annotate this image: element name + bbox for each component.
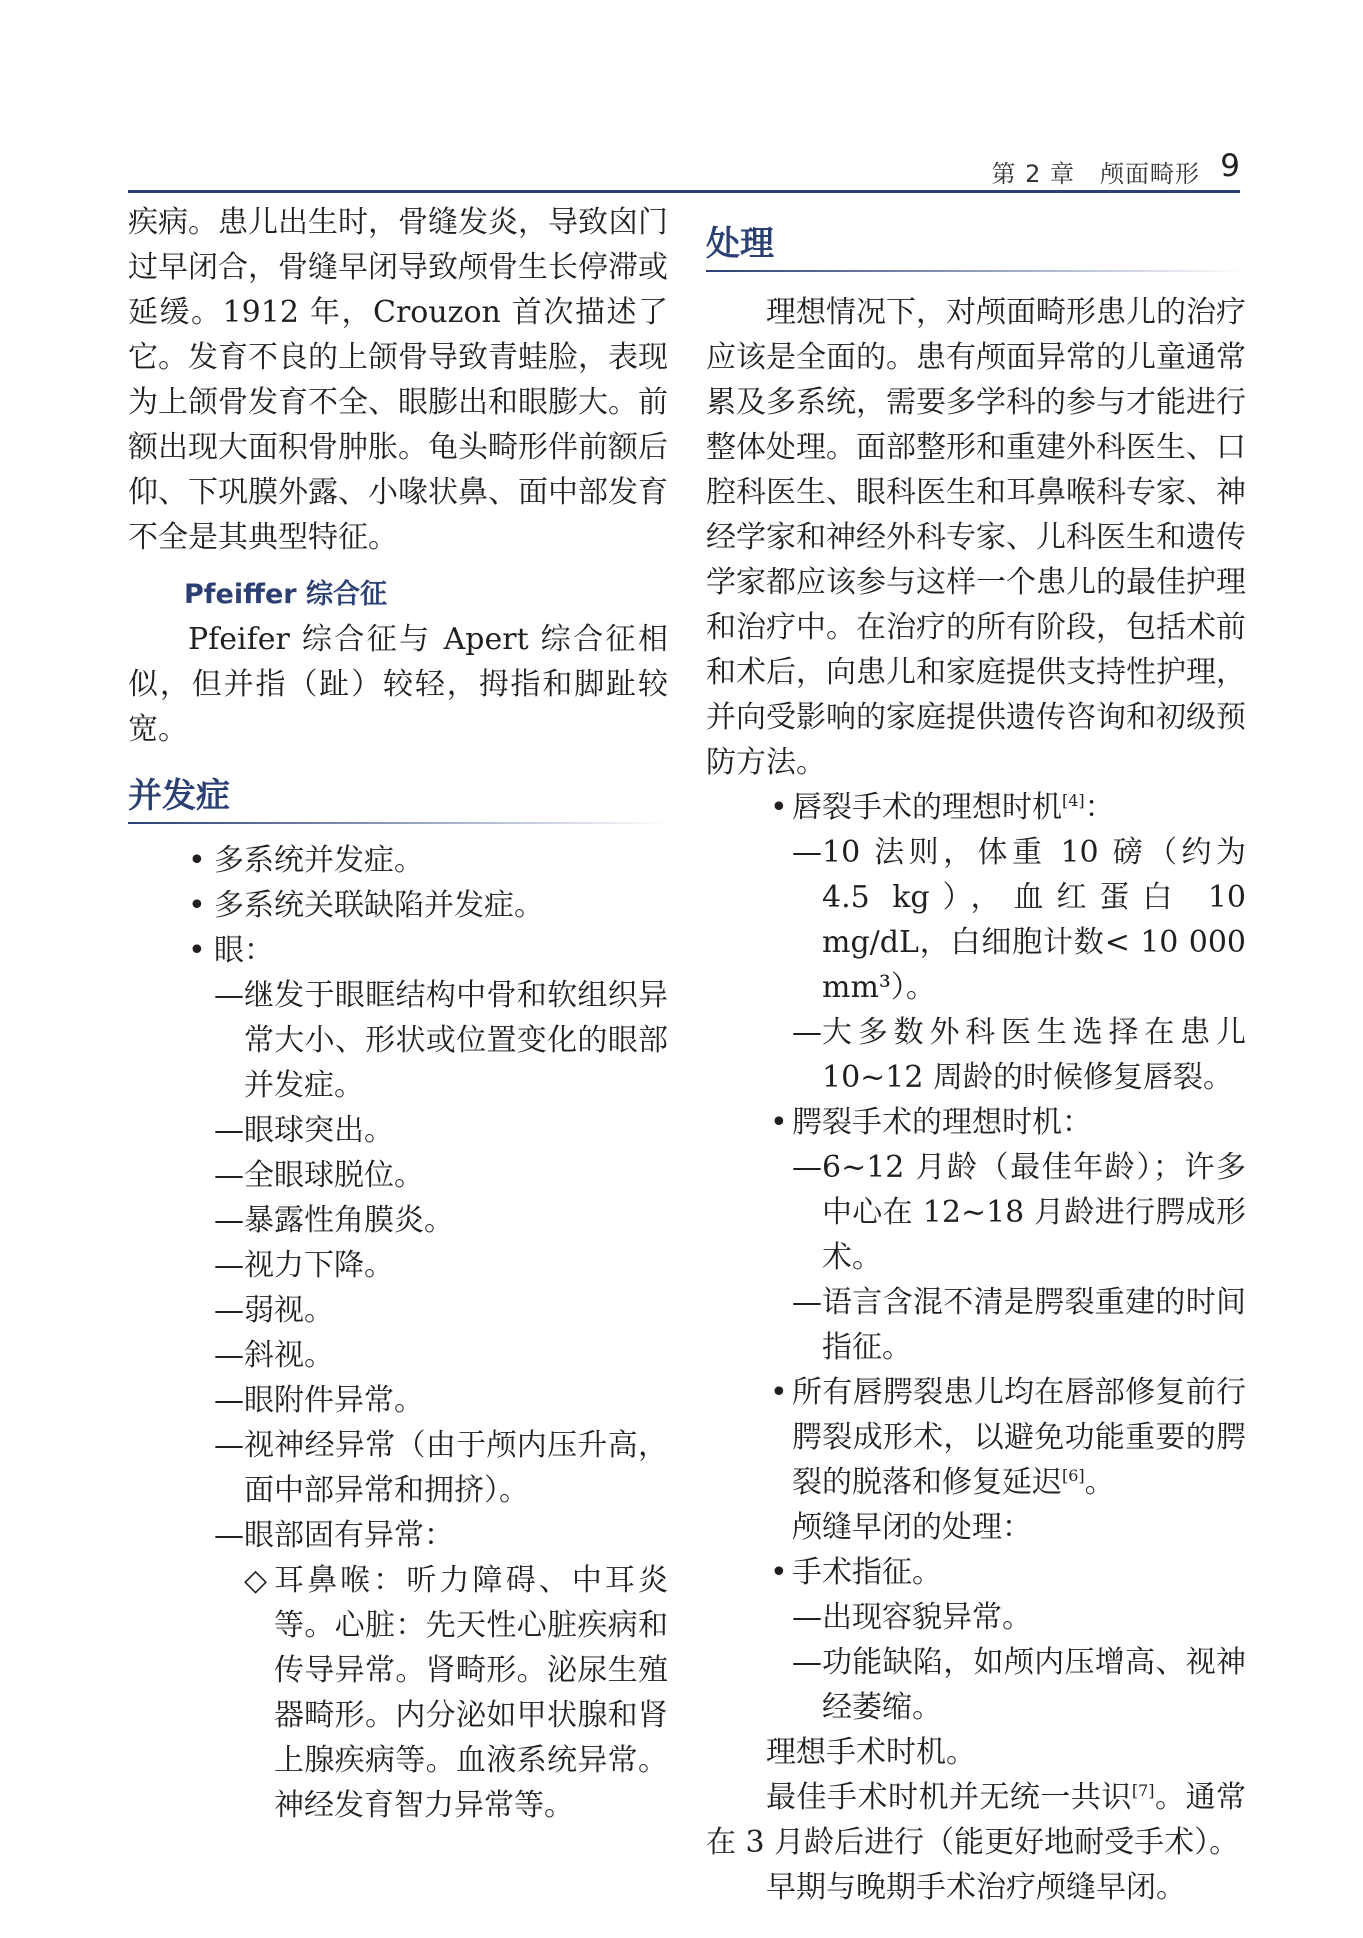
dash-icon: — [214, 1518, 244, 1553]
sub-list-item [706, 1595, 1246, 1640]
dash-icon: — [214, 1248, 244, 1283]
sub-list-item-text: 眼附件异常。 [244, 1383, 424, 1418]
sub-list-item [128, 973, 668, 1108]
complications-heading-text: 并发症 [128, 776, 230, 816]
sub-list-item-text: 视力下降。 [244, 1248, 394, 1283]
sub-list-item-text: 视神经异常（由于颅内压升高，面中部异常和拥挤）。 [244, 1428, 668, 1508]
treatment-paragraph: 理想情况下，对颅面畸形患儿的治疗应该是全面的。患有颅面异常的儿童通常累及多系统，需要多学科的参与才能进行整体处理。面部整形和重建外科医生、口腔科医生、眼科医生和耳鼻喉科专家、神经学家和神经外科专家、儿科医生和遗传学家都应该参与这样一个患儿的最佳护理和治疗中。在治疗的所有阶段，包括术前和术后，向患儿和家庭提供支持性护理，并向受影响的家庭提供遗传咨询和初级预防方法。 [706, 295, 1246, 780]
chapter-title: 第 2 章 颅面畸形 [991, 160, 1200, 188]
list-item-text: 所有唇腭裂患儿均在唇部修复前行腭裂成形术，以避免功能重要的腭裂的脱落和修复延迟 [792, 1375, 1246, 1500]
bullet-icon: • [770, 790, 788, 825]
heading-rule [706, 270, 1246, 272]
list-item-text: 手术指征。 [792, 1555, 942, 1590]
list-item [128, 883, 668, 928]
sub-list-item [128, 1288, 668, 1333]
sub-list-item [128, 1153, 668, 1198]
list-item [706, 1100, 1246, 1145]
dash-icon: — [214, 1428, 244, 1463]
treatment-heading [706, 200, 1246, 272]
dash-icon: — [792, 1645, 822, 1680]
sub-list-item-text: 全眼球脱位。 [244, 1158, 424, 1193]
sub-list-item-text: 大多数外科医生选择在患儿 10~12 周龄的时候修复唇裂。 [822, 1015, 1246, 1095]
sub-list-item [128, 1423, 668, 1513]
sub-list-item [128, 1108, 668, 1153]
reference-marker: [4] [1062, 791, 1085, 810]
dash-icon: — [792, 835, 822, 870]
sub-list-item-text: 功能缺陷，如颅内压增高、视神经萎缩。 [822, 1645, 1246, 1725]
sub-list-item-text: 眼球突出。 [244, 1113, 394, 1148]
bullet-icon: • [188, 888, 206, 923]
list-item [706, 785, 1246, 830]
early-late-text: 早期与晚期手术治疗颅缝早闭。 [766, 1870, 1186, 1905]
sub-list-item [128, 1243, 668, 1288]
dash-icon: — [792, 1285, 822, 1320]
dash-icon: — [214, 1293, 244, 1328]
sub-list-item [128, 1513, 668, 1558]
heading-rule [128, 822, 668, 824]
bullet-icon: • [770, 1375, 788, 1410]
diamond-icon: ◇ [244, 1563, 268, 1598]
list-item-text: 多系统并发症。 [214, 843, 424, 878]
sub-list-item-text: 10 法则，体重 10 磅（约为 4.5 kg），血红蛋白 10 mg/dL，白细胞计数< 10 000 mm³）。 [822, 835, 1246, 1005]
sub-list-item [128, 1333, 668, 1378]
sub-list-item-text: 6~12 月龄（最佳年龄）；许多中心在 12~18 月龄进行腭成形术。 [822, 1150, 1246, 1275]
best-time-paragraph [706, 1775, 1246, 1865]
pfeiffer-heading: Pfeiffer 综合征 [184, 579, 388, 610]
sub-list-item [706, 1640, 1246, 1730]
treatment-heading-text: 处理 [706, 224, 774, 264]
list-item-text: 眼： [214, 933, 274, 968]
best-time-text: 最佳手术时机并无统一共识 [766, 1780, 1132, 1815]
sub-list-item-text: 语言含混不清是腭裂重建的时间指征。 [822, 1285, 1246, 1365]
reference-marker: [6] [1062, 1466, 1085, 1485]
list-item [128, 928, 668, 973]
running-header [128, 148, 1240, 193]
left-column [128, 200, 668, 1828]
dash-icon: — [214, 1338, 244, 1373]
nested-list-item-text: 耳鼻喉：听力障碍、中耳炎等。心脏：先天性心脏疾病和传导异常。肾畸形。泌尿生殖器畸形。内分泌如甲状腺和肾上腺疾病等。血液系统异常。神经发育智力异常等。 [274, 1563, 668, 1823]
list-item-text: 唇裂手术的理想时机 [792, 790, 1062, 825]
sub-list-item-text: 眼部固有异常： [244, 1518, 454, 1553]
list-item-text: ： [1084, 790, 1115, 825]
right-column [706, 200, 1246, 1910]
bullet-icon: • [770, 1105, 788, 1140]
bullet-icon: • [188, 843, 206, 878]
list-item [706, 1550, 1246, 1595]
dash-icon: — [792, 1150, 822, 1185]
sub-list-item-text: 出现容貌异常。 [822, 1600, 1032, 1635]
dash-icon: — [214, 1113, 244, 1148]
sub-list-item [706, 830, 1246, 1010]
craniosynostosis-label: 颅缝早闭的处理： [792, 1510, 1032, 1545]
sub-list-item [128, 1378, 668, 1423]
sub-list-item [706, 1145, 1246, 1280]
list-item [706, 1370, 1246, 1505]
page-number: 9 [1220, 148, 1240, 184]
list-item-text: 腭裂手术的理想时机： [792, 1105, 1092, 1140]
bullet-icon: • [770, 1555, 788, 1590]
sub-list-item [128, 1198, 668, 1243]
sub-list-item-text: 弱视。 [244, 1293, 334, 1328]
reference-marker: [7] [1131, 1781, 1155, 1800]
dash-icon: — [792, 1600, 822, 1635]
dash-icon: — [214, 978, 244, 1013]
dash-icon: — [214, 1158, 244, 1193]
bullet-icon: • [188, 933, 206, 968]
dash-icon: — [214, 1383, 244, 1418]
list-item-text: 。 [1084, 1465, 1115, 1500]
intro-paragraph: 疾病。患儿出生时，骨缝发炎，导致囟门过早闭合，骨缝早闭导致颅骨生长停滞或延缓。1912 年，Crouzon 首次描述了它。发育不良的上颌骨导致青蛙脸，表现为上颌骨发育不全、眼膨出和眼膨大。前额出现大面积骨肿胀。龟头畸形伴前额后仰、下巩膜外露、小喙状鼻、面中部发育不全是其典型特征。 [128, 205, 668, 555]
pfeiffer-paragraph: Pfeifer 综合征与 Apert 综合征相似，但并指（趾）较轻，拇指和脚趾较宽。 [128, 622, 668, 747]
sub-list-item-text: 暴露性角膜炎。 [244, 1203, 454, 1238]
sub-list-item [706, 1010, 1246, 1100]
ideal-time-text: 理想手术时机。 [766, 1735, 976, 1770]
nested-list-item [128, 1558, 668, 1828]
list-item-text: 多系统关联缺陷并发症。 [214, 888, 544, 923]
sub-list-item [706, 1280, 1246, 1370]
dash-icon: — [792, 1015, 822, 1050]
sub-list-item-text: 继发于眼眶结构中骨和软组织异常大小、形状或位置变化的眼部并发症。 [244, 978, 668, 1103]
list-item [128, 838, 668, 883]
sub-list-item-text: 斜视。 [244, 1338, 334, 1373]
dash-icon: — [214, 1203, 244, 1238]
complications-heading [128, 766, 668, 824]
best-time-tail: 。通常在 3 月龄后进行（能更好地耐受手术）。 [706, 1780, 1247, 1860]
